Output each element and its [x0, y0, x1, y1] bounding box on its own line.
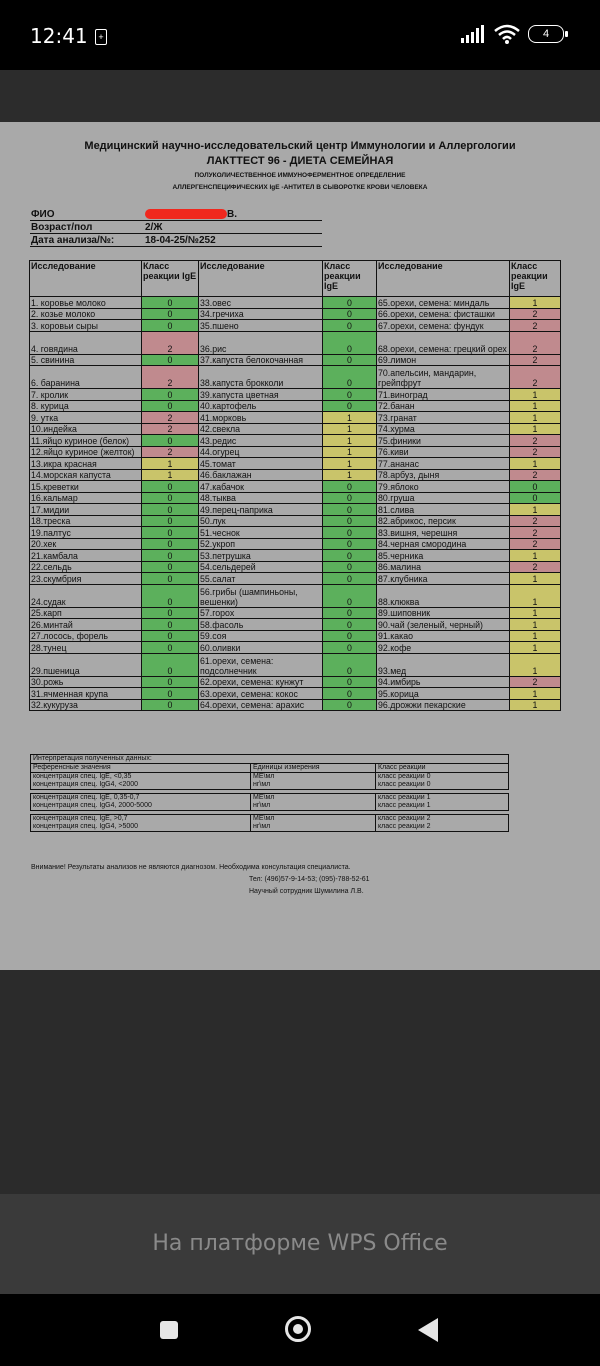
class-value: 1 — [510, 400, 561, 412]
table-row — [30, 492, 561, 504]
study-name: 80.груша — [377, 492, 510, 504]
class-value: 2 — [510, 331, 561, 354]
study-name: 87.клубника — [377, 573, 510, 585]
class-value: 0 — [142, 504, 199, 516]
class-value: 0 — [142, 607, 199, 619]
class-value: 0 — [323, 676, 377, 688]
class-value: 0 — [323, 619, 377, 631]
study-name: 55.салат — [199, 573, 323, 585]
study-name: 40.картофель — [199, 400, 323, 412]
study-name: 47.кабачок — [199, 481, 323, 493]
table-row — [30, 676, 561, 688]
study-name: 84.черная смородина — [377, 538, 510, 550]
study-name: 20.хек — [30, 538, 142, 550]
class-value: 0 — [323, 642, 377, 654]
study-name: 26.минтай — [30, 619, 142, 631]
interp-title: Интерпретация полученных данных: — [31, 755, 509, 764]
class-value: 0 — [142, 515, 199, 527]
study-name: 65.орехи, семена: миндаль — [377, 297, 510, 309]
study-name: 64.орехи, семена: арахис — [199, 699, 323, 711]
table-row — [30, 573, 561, 585]
study-name: 4. говядина — [30, 331, 142, 354]
class-value: 2 — [510, 366, 561, 389]
class-value: 0 — [142, 584, 199, 607]
interp-header-units: Единицы измерения — [251, 764, 376, 773]
class-value: 0 — [142, 573, 199, 585]
interp-cell — [251, 794, 376, 811]
study-name: 83.вишня, черешня — [377, 527, 510, 539]
interp-cell — [376, 815, 509, 832]
table-row — [30, 400, 561, 412]
study-name: 6. баранина — [30, 366, 142, 389]
nav-bar — [0, 1294, 600, 1366]
table-row — [30, 435, 561, 447]
class-value: 2 — [510, 469, 561, 481]
class-value: 0 — [510, 492, 561, 504]
study-name: 32.кукуруза — [30, 699, 142, 711]
date-value: 18-04-25/№252 — [144, 234, 322, 247]
table-row — [30, 538, 561, 550]
footer-staff: Научный сотрудник Шумилина Л.В. — [249, 888, 364, 895]
study-name: 54.сельдерей — [199, 561, 323, 573]
class-value: 0 — [323, 607, 377, 619]
table-row — [30, 469, 561, 481]
class-value: 0 — [323, 561, 377, 573]
class-value: 2 — [510, 354, 561, 366]
class-value: 0 — [142, 630, 199, 642]
study-name: 51.чеснок — [199, 527, 323, 539]
class-value: 1 — [142, 469, 199, 481]
class-value: 1 — [510, 504, 561, 516]
study-name: 89.шиповник — [377, 607, 510, 619]
study-name: 50.лук — [199, 515, 323, 527]
class-value: 1 — [510, 573, 561, 585]
class-value: 1 — [510, 423, 561, 435]
study-name: 42.свекла — [199, 423, 323, 435]
study-name: 63.орехи, семена: кокос — [199, 688, 323, 700]
interp-ref: концентрация спец. IgG4, 2000-5000 — [33, 802, 152, 809]
study-name: 71.виноград — [377, 389, 510, 401]
class-value: 2 — [510, 676, 561, 688]
status-icons — [460, 24, 564, 44]
study-name: 36.рис — [199, 331, 323, 354]
class-value: 1 — [142, 458, 199, 470]
class-value: 1 — [510, 699, 561, 711]
class-value: 0 — [323, 389, 377, 401]
class-value: 0 — [323, 492, 377, 504]
table-row — [30, 308, 561, 320]
study-name: 5. свинина — [30, 354, 142, 366]
interp-ref: концентрация спец. IgG4, <2000 — [33, 781, 139, 788]
fio-suffix: В. — [227, 208, 237, 220]
class-value: 0 — [323, 515, 377, 527]
interp-cell — [376, 773, 509, 790]
doc-title-test: ЛАКТТЕСТ 96 - ДИЕТА СЕМЕЙНАЯ — [206, 155, 394, 167]
class-value: 1 — [510, 458, 561, 470]
table-row — [30, 366, 561, 389]
home-button[interactable] — [285, 1316, 311, 1342]
study-name: 21.камбала — [30, 550, 142, 562]
study-name: 48.тыква — [199, 492, 323, 504]
study-name: 95.корица — [377, 688, 510, 700]
study-name: 43.редис — [199, 435, 323, 447]
study-name: 90.чай (зеленый, черный) — [377, 619, 510, 631]
study-name: 59.соя — [199, 630, 323, 642]
table-row — [30, 607, 561, 619]
table-row — [30, 653, 561, 676]
interp-header-ref: Референсные значения — [31, 764, 251, 773]
study-name: 19.палтус — [30, 527, 142, 539]
study-name: 13.икра красная — [30, 458, 142, 470]
study-name: 44.огурец — [199, 446, 323, 458]
wifi-icon — [494, 24, 520, 44]
class-value: 0 — [142, 400, 199, 412]
study-name: 1. коровье молоко — [30, 297, 142, 309]
study-name: 12.яйцо куриное (желток) — [30, 446, 142, 458]
class-value: 1 — [323, 423, 377, 435]
interp-unit: МЕ\мл — [253, 794, 275, 801]
study-name: 41.морковь — [199, 412, 323, 424]
interp-cell — [31, 794, 251, 811]
study-name: 31.ячменная крупа — [30, 688, 142, 700]
class-value: 1 — [510, 550, 561, 562]
interp-unit: МЕ\мл — [253, 773, 275, 780]
interp-class: класс реакции 0 — [378, 781, 431, 788]
recents-button[interactable] — [160, 1321, 178, 1339]
table-row — [30, 550, 561, 562]
class-value: 0 — [142, 538, 199, 550]
class-value: 1 — [510, 619, 561, 631]
header-class-1: Класс реакции IgE — [142, 261, 199, 297]
date-label: Дата анализа/№: — [30, 234, 144, 247]
interp-ref: концентрация спец. IgE, >0,7 — [33, 815, 128, 822]
table-row — [30, 630, 561, 642]
class-value: 0 — [142, 354, 199, 366]
table-row — [30, 331, 561, 354]
study-name: 30.рожь — [30, 676, 142, 688]
class-value: 2 — [142, 423, 199, 435]
study-name: 73.гранат — [377, 412, 510, 424]
table-row — [30, 446, 561, 458]
study-name: 35.пшено — [199, 320, 323, 332]
interp-ref: концентрация спец. IgE, 0,35-0,7 — [33, 794, 140, 801]
class-value: 1 — [510, 607, 561, 619]
table-row — [30, 297, 561, 309]
interp-ref: концентрация спец. IgE, <0,35 — [33, 773, 132, 780]
study-name: 15.креветки — [30, 481, 142, 493]
viewer-top-band — [0, 70, 600, 122]
study-name: 34.гречиха — [199, 308, 323, 320]
class-value: 1 — [323, 446, 377, 458]
study-name: 75.финики — [377, 435, 510, 447]
study-name: 29.пшеница — [30, 653, 142, 676]
table-row — [30, 423, 561, 435]
study-name: 62.орехи, семена: кунжут — [199, 676, 323, 688]
interp-class: класс реакции 2 — [378, 815, 431, 822]
class-value: 0 — [142, 481, 199, 493]
study-name: 46.баклажан — [199, 469, 323, 481]
class-value: 0 — [323, 699, 377, 711]
class-value: 0 — [142, 642, 199, 654]
footer-warning: Внимание! Результаты анализов не являются диагнозом. Необходима консультация специалиста. — [31, 864, 351, 871]
class-value: 1 — [323, 435, 377, 447]
class-value: 0 — [142, 492, 199, 504]
class-value: 0 — [142, 676, 199, 688]
table-row — [30, 320, 561, 332]
interp-unit: МЕ\мл — [253, 815, 275, 822]
class-value: 2 — [510, 561, 561, 573]
class-value: 1 — [323, 469, 377, 481]
class-value: 0 — [142, 389, 199, 401]
study-name: 16.кальмар — [30, 492, 142, 504]
study-name: 92.кофе — [377, 642, 510, 654]
class-value: 2 — [142, 331, 199, 354]
doc-subtitle-1: ПОЛУКОЛИЧЕСТВЕННОЕ ИММУНОФЕРМЕНТНОЕ ОПРЕДЕЛЕНИЕ — [194, 172, 406, 179]
fio-value — [144, 208, 322, 221]
table-row — [30, 527, 561, 539]
study-name: 74.хурма — [377, 423, 510, 435]
study-name: 56.грибы (шампиньоны, вешенки) — [199, 584, 323, 607]
table-row — [30, 642, 561, 654]
interp-class: класс реакции 1 — [378, 794, 431, 801]
header-class-3: Класс реакции IgE — [510, 261, 561, 297]
study-name: 66.орехи, семена: фисташки — [377, 308, 510, 320]
class-value: 0 — [323, 481, 377, 493]
interp-cell — [31, 773, 251, 790]
results-table — [29, 260, 561, 711]
class-value: 1 — [510, 642, 561, 654]
interp-unit: нг\мл — [253, 802, 271, 809]
study-name: 88.клюква — [377, 584, 510, 607]
back-button[interactable] — [418, 1318, 438, 1342]
study-name: 39.капуста цветная — [199, 389, 323, 401]
study-name: 27.лосось, форель — [30, 630, 142, 642]
class-value: 0 — [142, 527, 199, 539]
patient-info — [30, 208, 322, 247]
class-value: 0 — [323, 538, 377, 550]
study-name: 93.мед — [377, 653, 510, 676]
table-row — [30, 584, 561, 607]
study-name: 24.судак — [30, 584, 142, 607]
class-value: 0 — [142, 550, 199, 562]
class-value: 0 — [323, 527, 377, 539]
interp-unit: нг\мл — [253, 781, 271, 788]
table-row — [30, 561, 561, 573]
class-value: 0 — [323, 688, 377, 700]
class-value: 1 — [323, 458, 377, 470]
study-name: 82.абрикос, персик — [377, 515, 510, 527]
table-row — [30, 699, 561, 711]
header-class-2: Класс реакции IgE — [323, 261, 377, 297]
study-name: 70.апельсин, мандарин, грейпфрут — [377, 366, 510, 389]
study-name: 76.киви — [377, 446, 510, 458]
study-name: 77.ананас — [377, 458, 510, 470]
class-value: 1 — [510, 412, 561, 424]
interp-class: класс реакции 2 — [378, 823, 431, 830]
class-value: 0 — [323, 297, 377, 309]
footer-phone: Тел: (496)57-9-14-53; (095)-788-52-61 — [249, 876, 370, 883]
class-value: 0 — [323, 550, 377, 562]
fio-label: ФИО — [30, 208, 144, 221]
document-page[interactable] — [0, 122, 600, 970]
viewer-bottom-area — [0, 970, 600, 1194]
sim-icon: + — [95, 29, 107, 45]
study-name: 9. утка — [30, 412, 142, 424]
class-value: 0 — [142, 653, 199, 676]
header-study-3: Исследование — [377, 261, 510, 297]
class-value: 1 — [323, 412, 377, 424]
interp-cell — [31, 815, 251, 832]
header-study-1: Исследование — [30, 261, 142, 297]
study-name: 69.лимон — [377, 354, 510, 366]
class-value: 0 — [323, 366, 377, 389]
table-row — [30, 458, 561, 470]
redaction-mark — [145, 209, 227, 219]
study-name: 10.индейка — [30, 423, 142, 435]
class-value: 0 — [142, 297, 199, 309]
class-value: 0 — [142, 688, 199, 700]
class-value: 0 — [323, 354, 377, 366]
class-value: 0 — [323, 653, 377, 676]
class-value: 0 — [323, 584, 377, 607]
class-value: 0 — [323, 630, 377, 642]
study-name: 28.тунец — [30, 642, 142, 654]
age-label: Возраст/пол — [30, 221, 144, 234]
table-row — [30, 389, 561, 401]
battery-icon — [528, 25, 564, 43]
signal-icon — [460, 25, 486, 43]
table-row — [30, 688, 561, 700]
study-name: 25.карп — [30, 607, 142, 619]
study-name: 86.малина — [377, 561, 510, 573]
class-value: 0 — [323, 308, 377, 320]
interp-cell — [251, 815, 376, 832]
battery-level: 4 — [542, 28, 550, 40]
class-value: 1 — [510, 653, 561, 676]
class-value: 1 — [510, 630, 561, 642]
study-name: 2. козье молоко — [30, 308, 142, 320]
study-name: 23.скумбрия — [30, 573, 142, 585]
interp-cell — [376, 794, 509, 811]
interp-ref: концентрация спец. IgG4, >5000 — [33, 823, 139, 830]
doc-title-center: Медицинский научно-исследовательский центр Иммунологии и Аллергологии — [84, 140, 516, 152]
study-name: 11.яйцо куриное (белок) — [30, 435, 142, 447]
interp-header-class: Класс реакции — [376, 764, 509, 773]
study-name: 18.треска — [30, 515, 142, 527]
study-name: 81.слива — [377, 504, 510, 516]
interp-cell — [251, 773, 376, 790]
study-name: 79.яблоко — [377, 481, 510, 493]
class-value: 2 — [142, 446, 199, 458]
class-value: 1 — [510, 688, 561, 700]
table-row — [30, 504, 561, 516]
class-value: 2 — [510, 308, 561, 320]
interpretation-table — [30, 754, 509, 832]
class-value: 0 — [323, 504, 377, 516]
study-name: 67.орехи, семена: фундук — [377, 320, 510, 332]
class-value: 1 — [510, 584, 561, 607]
status-time: 12:41 — [30, 24, 88, 48]
table-row — [30, 354, 561, 366]
class-value: 0 — [142, 619, 199, 631]
study-name: 61.орехи, семена: подсолнечник — [199, 653, 323, 676]
class-value: 0 — [142, 320, 199, 332]
study-name: 37.капуста белокочанная — [199, 354, 323, 366]
study-name: 72.банан — [377, 400, 510, 412]
wps-platform-banner: На платформе WPS Office — [0, 1194, 600, 1294]
class-value: 2 — [510, 515, 561, 527]
study-name: 96.дрожжи пекарские — [377, 699, 510, 711]
interp-class: класс реакции 0 — [378, 773, 431, 780]
study-name: 52.укроп — [199, 538, 323, 550]
study-name: 91.какао — [377, 630, 510, 642]
study-name: 45.томат — [199, 458, 323, 470]
class-value: 2 — [510, 320, 561, 332]
status-bar — [0, 0, 600, 70]
study-name: 53.петрушка — [199, 550, 323, 562]
class-value: 2 — [510, 527, 561, 539]
class-value: 2 — [142, 412, 199, 424]
study-name: 38.капуста брокколи — [199, 366, 323, 389]
study-name: 58.фасоль — [199, 619, 323, 631]
table-row — [30, 515, 561, 527]
doc-subtitle-2: АЛЛЕРГЕНСПЕЦИФИЧЕСКИХ IgE -АНТИТЕЛ В СЫВОРОТКЕ КРОВИ ЧЕЛОВЕКА — [172, 184, 428, 191]
class-value: 0 — [142, 699, 199, 711]
table-row — [30, 619, 561, 631]
class-value: 0 — [323, 400, 377, 412]
study-name: 68.орехи, семена: грецкий орех — [377, 331, 510, 354]
study-name: 85.черника — [377, 550, 510, 562]
class-value: 2 — [510, 446, 561, 458]
class-value: 0 — [510, 481, 561, 493]
table-row — [30, 412, 561, 424]
study-name: 78.арбуз, дыня — [377, 469, 510, 481]
class-value: 2 — [510, 435, 561, 447]
study-name: 94.имбирь — [377, 676, 510, 688]
class-value: 0 — [142, 308, 199, 320]
class-value: 0 — [323, 320, 377, 332]
study-name: 8. курица — [30, 400, 142, 412]
class-value: 0 — [323, 331, 377, 354]
study-name: 7. кролик — [30, 389, 142, 401]
class-value: 2 — [142, 366, 199, 389]
study-name: 60.оливки — [199, 642, 323, 654]
study-name: 33.овес — [199, 297, 323, 309]
class-value: 0 — [142, 435, 199, 447]
study-name: 22.сельдь — [30, 561, 142, 573]
study-name: 49.перец-паприка — [199, 504, 323, 516]
study-name: 17.мидии — [30, 504, 142, 516]
class-value: 1 — [510, 297, 561, 309]
header-study-2: Исследование — [199, 261, 323, 297]
table-row — [30, 481, 561, 493]
study-name: 57.горох — [199, 607, 323, 619]
interp-unit: нг\мл — [253, 823, 271, 830]
class-value: 2 — [510, 538, 561, 550]
study-name: 14.морская капуста — [30, 469, 142, 481]
age-value: 2/Ж — [144, 221, 322, 234]
study-name: 3. коровьи сыры — [30, 320, 142, 332]
interp-class: класс реакции 1 — [378, 802, 431, 809]
class-value: 1 — [510, 389, 561, 401]
class-value: 0 — [323, 573, 377, 585]
class-value: 0 — [142, 561, 199, 573]
